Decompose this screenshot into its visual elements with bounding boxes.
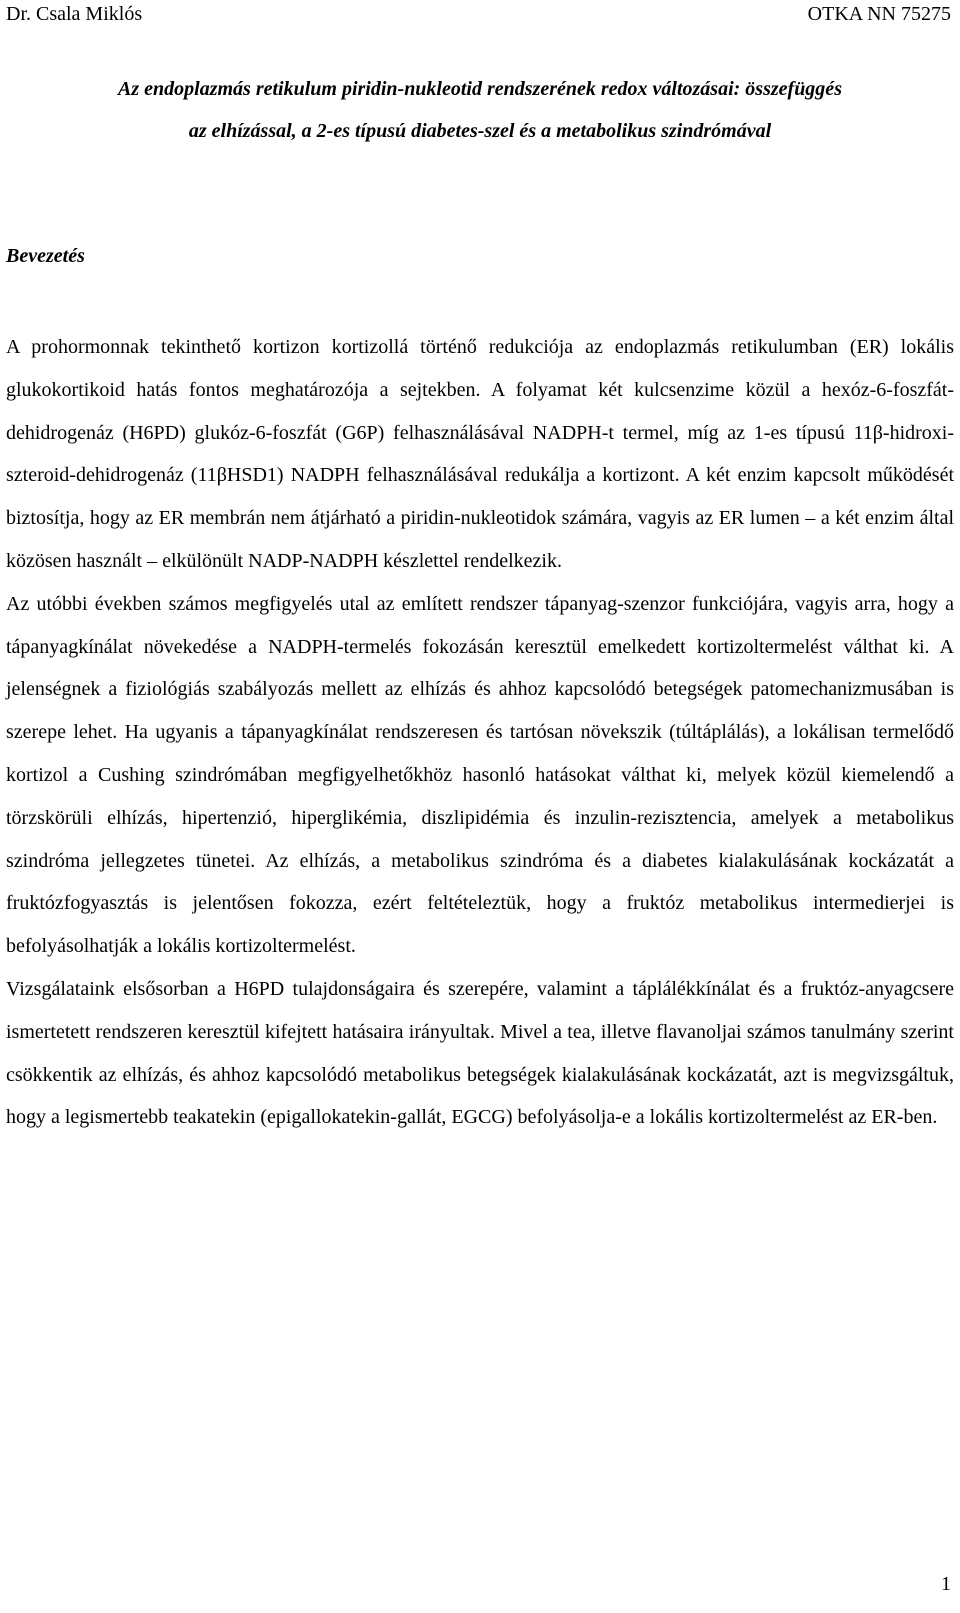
body-text: [6, 326, 954, 1139]
header-grant-id: OTKA NN 75275: [807, 3, 951, 25]
page-number: 1: [941, 1573, 951, 1595]
paragraph-1: A prohormonnak tekinthető kortizon kortizollá történő redukciója az endoplazmás retikulumban (ER) lokális glukokortikoid hatás fontos meghatározója a sejtekben. A folyamat két kulcsenzime közül a hexóz-6-foszfát-dehidrogenáz (H6PD) glukóz-6-foszfát (G6P) felhasználásával NADPH-t termel, míg az 1-es típusú 11β-hidroxi-szteroid-dehidrogenáz (11βHSD1) NADPH felhasználásával redukálja a kortizont. A két enzim kapcsolt működését biztosítja, hogy az ER membrán nem átjárható a piridin-nukleotidok számára, vagyis az ER lumen – a két enzim által közösen használt – elkülönült NADP-NADPH készlettel rendelkezik.: [6, 336, 954, 572]
document-title: [6, 68, 954, 152]
header-author: Dr. Csala Miklós: [6, 3, 143, 25]
title-line-1: Az endoplazmás retikulum piridin-nukleotid rendszerének redox változásai: összefüggés: [118, 78, 842, 100]
section-heading: Bevezetés: [6, 245, 85, 267]
title-line-2: az elhízással, a 2-es típusú diabetes-szel és a metabolikus szindrómával: [188, 120, 772, 142]
paragraph-2: Az utóbbi években számos megfigyelés utal az említett rendszer tápanyag-szenzor funkciójára, vagyis arra, hogy a tápanyagkínálat növekedése a NADPH-termelés fokozásán keresztül emelkedett kortizoltermelést válthat ki. A jelenségnek a fiziológiás szabályozás mellett az elhízás és ahhoz kapcsolódó betegségek patomechanizmusában is szerepe lehet. Ha ugyanis a tápanyagkínálat rendszeresen és tartósan növekszik (túltáplálás), a lokálisan termelődő kortizol a Cushing szindrómában megfigyelhetőkhöz hasonló hatásokat válthat ki, melyek közül kiemelendő a törzskörüli elhízás, hipertenzió, hiperglikémia, diszlipidémia és inzulin-rezisztencia, amelyek a metabolikus szindróma jellegzetes tünetei. Az elhízás, a metabolikus szindróma és a diabetes kialakulásának kockázatát a fruktózfogyasztás is jelentősen fokozza, ezért feltételeztük, hogy a fruktóz metabolikus intermedierjei is befolyásolhatják a lokális kortizoltermelést.: [6, 592, 954, 958]
paragraph-3: Vizsgálataink elsősorban a H6PD tulajdonságaira és szerepére, valamint a táplálékkínálat és a fruktóz-anyagcsere ismertetett rendszeren keresztül kifejtett hatásaira irányultak. Mivel a tea, illetve flavanoljai számos tanulmány szerint csökkentik az elhízás, és ahhoz kapcsolódó metabolikus betegségek kialakulásának kockázatát, azt is megvizsgáltuk, hogy a legismertebb teakatekin (epigallokatekin-gallát, EGCG) befolyásolja-e a lokális kortizoltermelést az ER-ben.: [6, 977, 954, 1129]
running-header: [6, 1, 951, 27]
